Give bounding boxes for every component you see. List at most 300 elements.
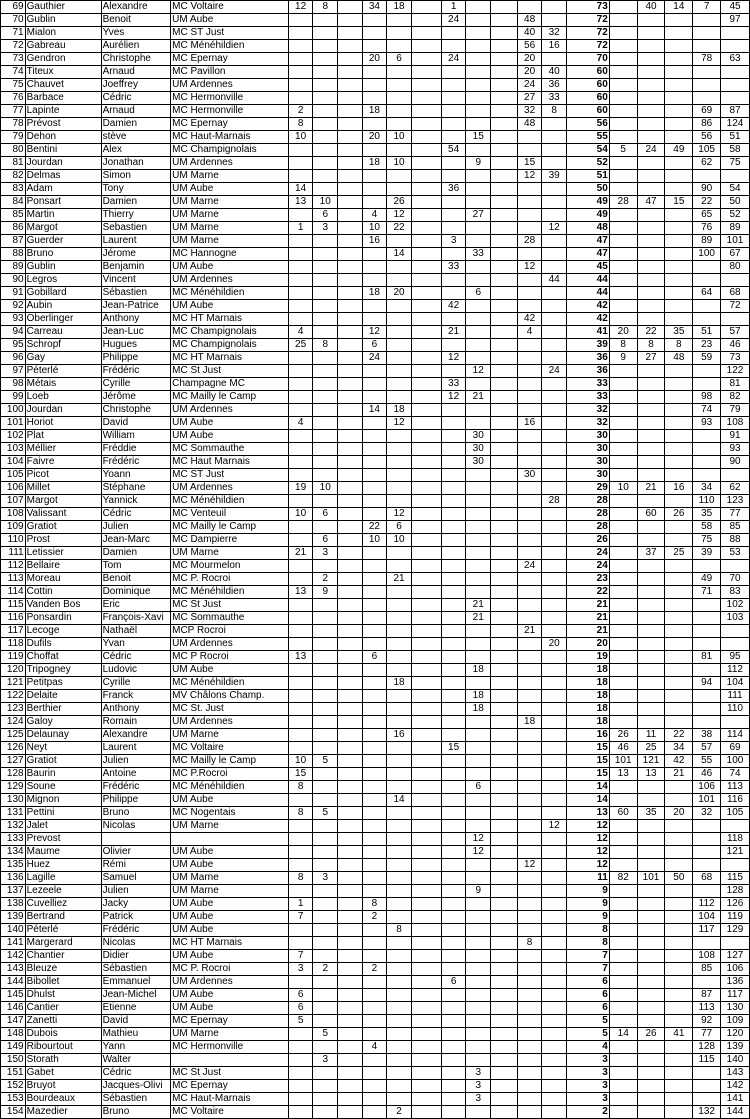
cell-pts-r10: 12 [517, 170, 542, 183]
cell-prev-b [637, 27, 665, 40]
cell-pts-r5 [387, 469, 412, 482]
cell-pts-r1: 14 [288, 183, 313, 196]
cell-pts-r8: 12 [466, 846, 491, 859]
table-row [1, 755, 750, 768]
cell-pts-r4 [362, 469, 387, 482]
cell-pts-r5 [387, 664, 412, 677]
cell-pts-r1 [288, 1054, 313, 1067]
cell-prev-b [637, 924, 665, 937]
cell-pts-r2 [313, 66, 338, 79]
cell-prev-c [665, 950, 693, 963]
cell-pts-r9 [491, 911, 518, 924]
cell-pts-r8: 21 [466, 612, 491, 625]
cell-total: 6 [567, 976, 610, 989]
cell-prev-c [665, 105, 693, 118]
cell-prev-a [609, 820, 637, 833]
table-row [1, 222, 750, 235]
cell-pts-r3 [338, 157, 363, 170]
cell-prev-d [693, 664, 721, 677]
cell-club: UM Aube [171, 950, 289, 963]
cell-pts-r4 [362, 690, 387, 703]
cell-prev-e [721, 170, 750, 183]
cell-pts-r11 [542, 573, 567, 586]
cell-pts-r8 [466, 638, 491, 651]
cell-pts-r7 [441, 989, 466, 1002]
cell-pts-r7: 36 [441, 183, 466, 196]
cell-pts-r1 [288, 248, 313, 261]
cell-prev-c: 35 [665, 326, 693, 339]
cell-first-name: Christophe [101, 53, 171, 66]
cell-pts-r10: 48 [517, 14, 542, 27]
cell-total: 23 [567, 573, 610, 586]
cell-pts-r9 [491, 625, 518, 638]
cell-pts-r5 [387, 1080, 412, 1093]
cell-pts-r3 [338, 14, 363, 27]
table-row [1, 443, 750, 456]
cell-pts-r5: 21 [387, 573, 412, 586]
cell-pts-r4: 20 [362, 131, 387, 144]
cell-pts-r1: 6 [288, 1002, 313, 1015]
cell-pts-r5 [387, 742, 412, 755]
cell-pts-r11: 20 [542, 638, 567, 651]
cell-pts-r10 [517, 183, 542, 196]
cell-pts-r3 [338, 911, 363, 924]
cell-pts-r8: 30 [466, 456, 491, 469]
cell-prev-d: 93 [693, 417, 721, 430]
cell-prev-c [665, 261, 693, 274]
cell-first-name: Yann [101, 1041, 171, 1054]
cell-pts-r7 [441, 820, 466, 833]
cell-rank: 109 [1, 521, 26, 534]
cell-rank: 154 [1, 1106, 26, 1119]
cell-pts-r7 [441, 170, 466, 183]
cell-club: UM Marne [171, 235, 289, 248]
cell-pts-r6 [411, 508, 441, 521]
cell-prev-a [609, 443, 637, 456]
cell-pts-r5 [387, 690, 412, 703]
cell-pts-r10 [517, 378, 542, 391]
cell-pts-r6 [411, 456, 441, 469]
cell-pts-r10: 8 [517, 937, 542, 950]
table-row [1, 963, 750, 976]
cell-pts-r5 [387, 1002, 412, 1015]
cell-rank: 84 [1, 196, 26, 209]
cell-prev-d [693, 716, 721, 729]
cell-pts-r9 [491, 807, 518, 820]
cell-last-name: Gabet [25, 1067, 101, 1080]
cell-pts-r2 [313, 859, 338, 872]
cell-prev-c: 8 [665, 339, 693, 352]
cell-rank: 94 [1, 326, 26, 339]
cell-pts-r1: 10 [288, 755, 313, 768]
cell-pts-r7 [441, 1015, 466, 1028]
table-row [1, 53, 750, 66]
cell-total: 26 [567, 534, 610, 547]
cell-pts-r8 [466, 560, 491, 573]
cell-pts-r6 [411, 859, 441, 872]
cell-prev-d [693, 378, 721, 391]
cell-pts-r3 [338, 248, 363, 261]
cell-prev-b [637, 40, 665, 53]
cell-pts-r7 [441, 638, 466, 651]
cell-pts-r4 [362, 794, 387, 807]
cell-club: MC Nogentais [171, 807, 289, 820]
cell-pts-r8: 21 [466, 599, 491, 612]
cell-total: 44 [567, 274, 610, 287]
cell-pts-r11 [542, 521, 567, 534]
cell-club: MC Ménéhildien [171, 586, 289, 599]
cell-pts-r2: 8 [313, 339, 338, 352]
cell-pts-r2 [313, 1093, 338, 1106]
cell-prev-a [609, 14, 637, 27]
cell-prev-d: 85 [693, 963, 721, 976]
cell-last-name: Galoy [25, 716, 101, 729]
cell-prev-e: 142 [721, 1080, 750, 1093]
cell-total: 20 [567, 638, 610, 651]
cell-pts-r9 [491, 53, 518, 66]
cell-prev-b [637, 1015, 665, 1028]
cell-pts-r7: 24 [441, 53, 466, 66]
cell-pts-r1 [288, 703, 313, 716]
cell-last-name: Cantier [25, 1002, 101, 1015]
cell-rank: 111 [1, 547, 26, 560]
cell-prev-a [609, 950, 637, 963]
cell-prev-d [693, 443, 721, 456]
cell-pts-r7 [441, 924, 466, 937]
table-row [1, 521, 750, 534]
cell-pts-r11: 28 [542, 495, 567, 508]
cell-prev-e: 123 [721, 495, 750, 508]
cell-prev-d: 115 [693, 1054, 721, 1067]
cell-prev-a: 82 [609, 872, 637, 885]
cell-pts-r6 [411, 378, 441, 391]
cell-prev-c [665, 66, 693, 79]
cell-total: 30 [567, 469, 610, 482]
cell-last-name: Ponsart [25, 196, 101, 209]
cell-pts-r6 [411, 157, 441, 170]
cell-first-name: Cédric [101, 508, 171, 521]
cell-rank: 101 [1, 417, 26, 430]
cell-last-name: Aubin [25, 300, 101, 313]
cell-pts-r1 [288, 573, 313, 586]
cell-prev-b: 22 [637, 326, 665, 339]
cell-total: 49 [567, 196, 610, 209]
cell-last-name: Lezeele [25, 885, 101, 898]
cell-rank: 129 [1, 781, 26, 794]
cell-last-name: Guerder [25, 235, 101, 248]
cell-first-name: Simon [101, 170, 171, 183]
cell-pts-r9 [491, 898, 518, 911]
table-row [1, 1054, 750, 1067]
cell-pts-r8 [466, 313, 491, 326]
cell-prev-b: 60 [637, 508, 665, 521]
cell-pts-r1 [288, 157, 313, 170]
cell-prev-e: 58 [721, 144, 750, 157]
cell-pts-r6 [411, 118, 441, 131]
cell-rank: 102 [1, 430, 26, 443]
cell-pts-r4 [362, 274, 387, 287]
table-row [1, 196, 750, 209]
cell-pts-r10: 18 [517, 716, 542, 729]
cell-club: MC St Just [171, 599, 289, 612]
cell-rank: 87 [1, 235, 26, 248]
cell-pts-r11: 12 [542, 820, 567, 833]
cell-prev-b [637, 690, 665, 703]
cell-first-name: Olivier [101, 846, 171, 859]
cell-prev-e: 122 [721, 365, 750, 378]
cell-pts-r7: 54 [441, 144, 466, 157]
cell-prev-d: 132 [693, 1106, 721, 1119]
cell-pts-r2: 8 [313, 1, 338, 14]
cell-pts-r8: 9 [466, 885, 491, 898]
cell-pts-r6 [411, 144, 441, 157]
cell-total: 42 [567, 300, 610, 313]
cell-pts-r8 [466, 508, 491, 521]
cell-prev-a [609, 586, 637, 599]
table-row [1, 950, 750, 963]
cell-pts-r7 [441, 157, 466, 170]
cell-rank: 118 [1, 638, 26, 651]
cell-pts-r10: 28 [517, 235, 542, 248]
cell-pts-r2 [313, 443, 338, 456]
cell-prev-b [637, 443, 665, 456]
cell-prev-c [665, 365, 693, 378]
cell-pts-r2: 9 [313, 586, 338, 599]
cell-pts-r5 [387, 365, 412, 378]
cell-prev-a [609, 66, 637, 79]
cell-pts-r2 [313, 794, 338, 807]
cell-pts-r3 [338, 53, 363, 66]
cell-prev-d [693, 261, 721, 274]
cell-pts-r7 [441, 703, 466, 716]
cell-prev-c [665, 664, 693, 677]
table-row [1, 690, 750, 703]
cell-prev-d: 34 [693, 482, 721, 495]
cell-pts-r3 [338, 716, 363, 729]
cell-pts-r1 [288, 1080, 313, 1093]
cell-prev-a: 5 [609, 144, 637, 157]
cell-last-name: Métais [25, 378, 101, 391]
cell-pts-r10 [517, 131, 542, 144]
cell-prev-a: 101 [609, 755, 637, 768]
cell-prev-d: 104 [693, 911, 721, 924]
table-row [1, 1106, 750, 1119]
cell-first-name: Jean-Luc [101, 326, 171, 339]
cell-pts-r5 [387, 716, 412, 729]
cell-club: MC Haut Marnais [171, 456, 289, 469]
cell-prev-d: 38 [693, 729, 721, 742]
cell-prev-b [637, 170, 665, 183]
cell-pts-r11 [542, 898, 567, 911]
cell-pts-r6 [411, 1028, 441, 1041]
cell-pts-r6 [411, 235, 441, 248]
cell-pts-r1 [288, 27, 313, 40]
cell-prev-d [693, 365, 721, 378]
cell-pts-r5: 26 [387, 196, 412, 209]
cell-prev-d: 57 [693, 742, 721, 755]
cell-prev-c: 14 [665, 1, 693, 14]
cell-pts-r10: 12 [517, 859, 542, 872]
cell-pts-r3 [338, 404, 363, 417]
cell-prev-e: 46 [721, 339, 750, 352]
cell-rank: 89 [1, 261, 26, 274]
cell-pts-r9 [491, 196, 518, 209]
cell-prev-d [693, 170, 721, 183]
cell-rank: 103 [1, 443, 26, 456]
table-row [1, 820, 750, 833]
cell-prev-e: 89 [721, 222, 750, 235]
cell-pts-r11 [542, 859, 567, 872]
cell-pts-r10 [517, 638, 542, 651]
cell-club: MC Voltaire [171, 742, 289, 755]
cell-first-name: Cédric [101, 1067, 171, 1080]
cell-prev-a: 20 [609, 326, 637, 339]
cell-pts-r6 [411, 274, 441, 287]
table-row [1, 274, 750, 287]
cell-pts-r6 [411, 794, 441, 807]
cell-pts-r8 [466, 105, 491, 118]
cell-prev-d: 71 [693, 586, 721, 599]
cell-pts-r8 [466, 482, 491, 495]
cell-first-name: Alexandre [101, 729, 171, 742]
cell-total: 3 [567, 1067, 610, 1080]
cell-pts-r11 [542, 261, 567, 274]
cell-pts-r7 [441, 105, 466, 118]
cell-first-name: Benjamin [101, 261, 171, 274]
cell-last-name: Gay [25, 352, 101, 365]
cell-rank: 119 [1, 651, 26, 664]
cell-pts-r11 [542, 1067, 567, 1080]
cell-total: 14 [567, 794, 610, 807]
cell-first-name: Antoine [101, 768, 171, 781]
cell-pts-r11 [542, 937, 567, 950]
cell-pts-r8: 9 [466, 157, 491, 170]
cell-pts-r2 [313, 716, 338, 729]
cell-club: MC HT Marnais [171, 313, 289, 326]
cell-pts-r2 [313, 1080, 338, 1093]
cell-pts-r3 [338, 573, 363, 586]
cell-pts-r6 [411, 976, 441, 989]
cell-total: 11 [567, 872, 610, 885]
cell-prev-b: 121 [637, 755, 665, 768]
cell-pts-r5 [387, 638, 412, 651]
cell-pts-r11 [542, 599, 567, 612]
cell-pts-r4 [362, 833, 387, 846]
cell-prev-e [721, 79, 750, 92]
cell-pts-r4 [362, 92, 387, 105]
cell-pts-r5 [387, 430, 412, 443]
cell-club: UM Aube [171, 14, 289, 27]
cell-pts-r10 [517, 443, 542, 456]
cell-prev-a [609, 287, 637, 300]
cell-pts-r4 [362, 976, 387, 989]
cell-pts-r3 [338, 560, 363, 573]
cell-pts-r8 [466, 742, 491, 755]
cell-prev-b [637, 417, 665, 430]
cell-prev-c: 48 [665, 352, 693, 365]
cell-pts-r2 [313, 53, 338, 66]
cell-prev-d: 105 [693, 144, 721, 157]
cell-pts-r8 [466, 976, 491, 989]
cell-pts-r1 [288, 976, 313, 989]
cell-last-name: Dhulst [25, 989, 101, 1002]
cell-total: 12 [567, 833, 610, 846]
cell-pts-r1 [288, 443, 313, 456]
cell-pts-r8 [466, 573, 491, 586]
cell-prev-b [637, 66, 665, 79]
cell-pts-r10 [517, 924, 542, 937]
cell-pts-r9 [491, 66, 518, 79]
cell-rank: 85 [1, 209, 26, 222]
cell-pts-r8: 3 [466, 1093, 491, 1106]
cell-last-name: Margerard [25, 937, 101, 950]
cell-prev-d: 113 [693, 1002, 721, 1015]
cell-pts-r3 [338, 976, 363, 989]
cell-first-name: Sébastien [101, 963, 171, 976]
table-row [1, 1041, 750, 1054]
cell-pts-r4 [362, 14, 387, 27]
cell-pts-r5 [387, 651, 412, 664]
cell-prev-b [637, 898, 665, 911]
cell-pts-r7 [441, 807, 466, 820]
cell-last-name: Huez [25, 859, 101, 872]
cell-prev-a [609, 664, 637, 677]
cell-last-name: Adam [25, 183, 101, 196]
cell-pts-r6 [411, 1067, 441, 1080]
cell-prev-c [665, 313, 693, 326]
cell-pts-r6 [411, 924, 441, 937]
cell-pts-r7 [441, 365, 466, 378]
cell-pts-r1: 10 [288, 508, 313, 521]
cell-pts-r6 [411, 261, 441, 274]
cell-pts-r10 [517, 846, 542, 859]
cell-pts-r1 [288, 885, 313, 898]
cell-pts-r10 [517, 482, 542, 495]
cell-pts-r2 [313, 430, 338, 443]
cell-rank: 151 [1, 1067, 26, 1080]
cell-last-name: Delaunay [25, 729, 101, 742]
cell-pts-r5 [387, 27, 412, 40]
cell-pts-r5 [387, 599, 412, 612]
table-row [1, 638, 750, 651]
cell-pts-r6 [411, 391, 441, 404]
cell-club: MC Champignolais [171, 144, 289, 157]
cell-pts-r2 [313, 1106, 338, 1119]
cell-pts-r8 [466, 495, 491, 508]
cell-pts-r1 [288, 40, 313, 53]
cell-pts-r7 [441, 66, 466, 79]
cell-pts-r8: 18 [466, 664, 491, 677]
cell-prev-d [693, 27, 721, 40]
cell-rank: 146 [1, 1002, 26, 1015]
cell-club: MC Mourmelon [171, 560, 289, 573]
cell-pts-r10 [517, 274, 542, 287]
cell-rank: 134 [1, 846, 26, 859]
cell-pts-r3 [338, 365, 363, 378]
cell-pts-r1 [288, 144, 313, 157]
cell-pts-r2 [313, 118, 338, 131]
cell-pts-r8 [466, 807, 491, 820]
cell-club: UM Ardennes [171, 79, 289, 92]
cell-club: MV Châlons Champ. [171, 690, 289, 703]
cell-last-name: Tripogney [25, 664, 101, 677]
cell-pts-r11 [542, 703, 567, 716]
cell-prev-e: 114 [721, 729, 750, 742]
cell-pts-r5 [387, 586, 412, 599]
table-row [1, 989, 750, 1002]
cell-prev-a [609, 118, 637, 131]
cell-pts-r4 [362, 547, 387, 560]
